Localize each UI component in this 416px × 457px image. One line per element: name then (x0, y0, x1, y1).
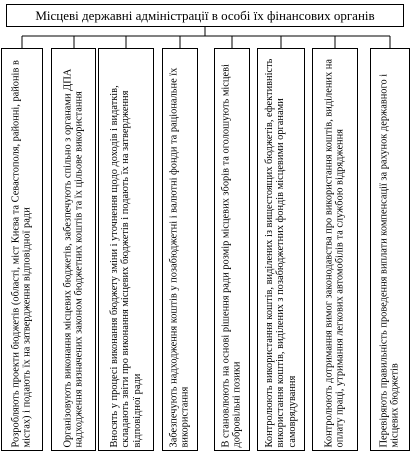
header-box (6, 4, 404, 27)
function-box-7 (312, 48, 358, 451)
function-box-2 (51, 48, 96, 451)
function-box-8 (370, 48, 410, 451)
function-text-1: Розробляють проекти бюджетів (області, міст Києва та Севастополя, районні, районів в містах) і подають їх на затвердження відповідної ради (10, 59, 33, 447)
function-box-3 (98, 48, 154, 451)
function-text-6: Контролюють використання коштів, виділених із вищестоящих бюджетів, ефективність використання коштів, виділених з позабюджетних фондів місцевими органами самоврядування (264, 58, 298, 447)
function-box-4 (162, 48, 198, 451)
function-text-3: Вносять у процесі виконання бюджету зміни і уточнення щодо доходів і видатків, складають звіти про виконання місцевих бюджетів і подають їх на затвердження відповідної ради (109, 84, 143, 447)
function-text-2: Організовують виконання місцевих бюджетів, забезпечують спільно з органами ДПА надходження визначених законом бюджетних коштів та їх цільове використання (62, 68, 85, 447)
function-box-6 (257, 48, 305, 451)
header-title: Місцеві державні адміністрації в особі їх фінансових органів (35, 7, 375, 23)
function-box-1 (1, 48, 43, 451)
function-text-7: Контролюють дотримання вимог законодавства про використання коштів, виділених на оплату праці, утримання легкових автомобілів та службою відрядження (323, 58, 346, 447)
function-text-8: Перевіряють правильність проведення виплати компенсації за рахунок державного і місцевих бюджетів (378, 73, 401, 447)
function-box-5 (214, 48, 250, 451)
function-text-5: В становлюють на основі рішення ради розмір місцевих зборів та оголошують місцеві добровільні позики (220, 63, 243, 447)
function-text-4: Забезпечують надходження коштів у позабюджетні і валютні фонди та раціональне їх використання (168, 67, 191, 447)
